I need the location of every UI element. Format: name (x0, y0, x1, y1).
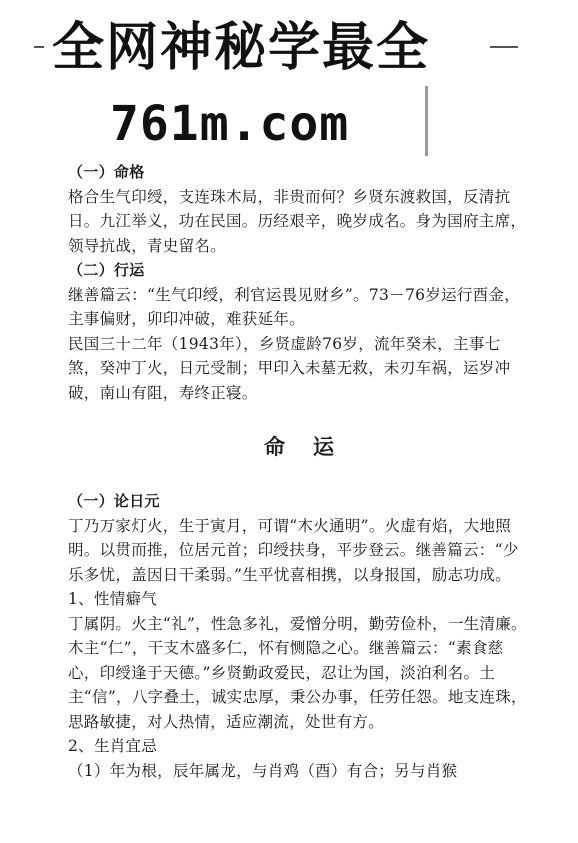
banner-url: 761m.com (110, 96, 350, 152)
heading-mingge: （一）命格 (68, 163, 145, 181)
heading-xingyun: （二）行运 (68, 261, 145, 279)
paragraph-shengxiao: （1）年为根，辰年属龙，与肖鸡（酉）有合；另与肖猴 (68, 761, 458, 780)
paragraph-lunriyuan: 丁乃万家灯火，生于寅月，可谓“木火通明”。火虚有焰，大地照明。以贯而推，位居元首；印绶扶身，平步登云。继善篇云：“少乐多忧，盖因日干柔弱。”生平忧喜相携，以身报国，励志功成。 (68, 516, 519, 584)
paragraph-xingyun-1: 继善篇云：“生气印绶，利官运畏见财乡”。73－76岁运行酉金，主事偏财，卯印冲破，难获延年。 (68, 285, 521, 328)
banner-dash-left (34, 46, 44, 48)
section-title-mingyun: 命运 (264, 435, 362, 459)
banner-bar (425, 86, 428, 156)
subheading-xingqing: 1、性情癖气 (68, 590, 158, 608)
paragraph-mingge: 格合生气印绶，支连珠木局，非贵而何？乡贤东渡救国，反清抗日。九江举义，功在民国。历经艰辛，晚岁成名。身为国府主席，领导抗战，青史留名。 (68, 187, 527, 255)
document-body (68, 160, 530, 783)
heading-lunriyuan: （一）论日元 (68, 492, 160, 510)
banner-dash-right (490, 46, 518, 48)
banner-title: 全网神秘学最全 (52, 18, 431, 78)
paragraph-xingqing: 丁属阴。火主“礼”，性急多礼，爱憎分明，勤劳俭朴，一生清廉。木主“仁”，干支木盛多仁，怀有恻隐之心。继善篇云：“素食慈心，印绶逢于天德。”乡贤勤政爱民，忍让为国，淡泊利名。土主“信”，八字叠土，诚实忠厚，秉公办事，任劳任怨。地支连珠，思路敏捷，对人热情，适应潮流，处世有方。 (68, 614, 527, 731)
paragraph-xingyun-2: 民国三十二年（1943年），乡贤虚龄76岁，流年癸未，主事七煞，癸冲丁火，日元受制；甲印入未墓无救，未刃车祸，运岁冲破，南山有阻，寿终正寝。 (68, 334, 511, 402)
subheading-shengxiao: 2、生肖宜忌 (68, 737, 158, 755)
watermark-banner (0, 0, 578, 160)
